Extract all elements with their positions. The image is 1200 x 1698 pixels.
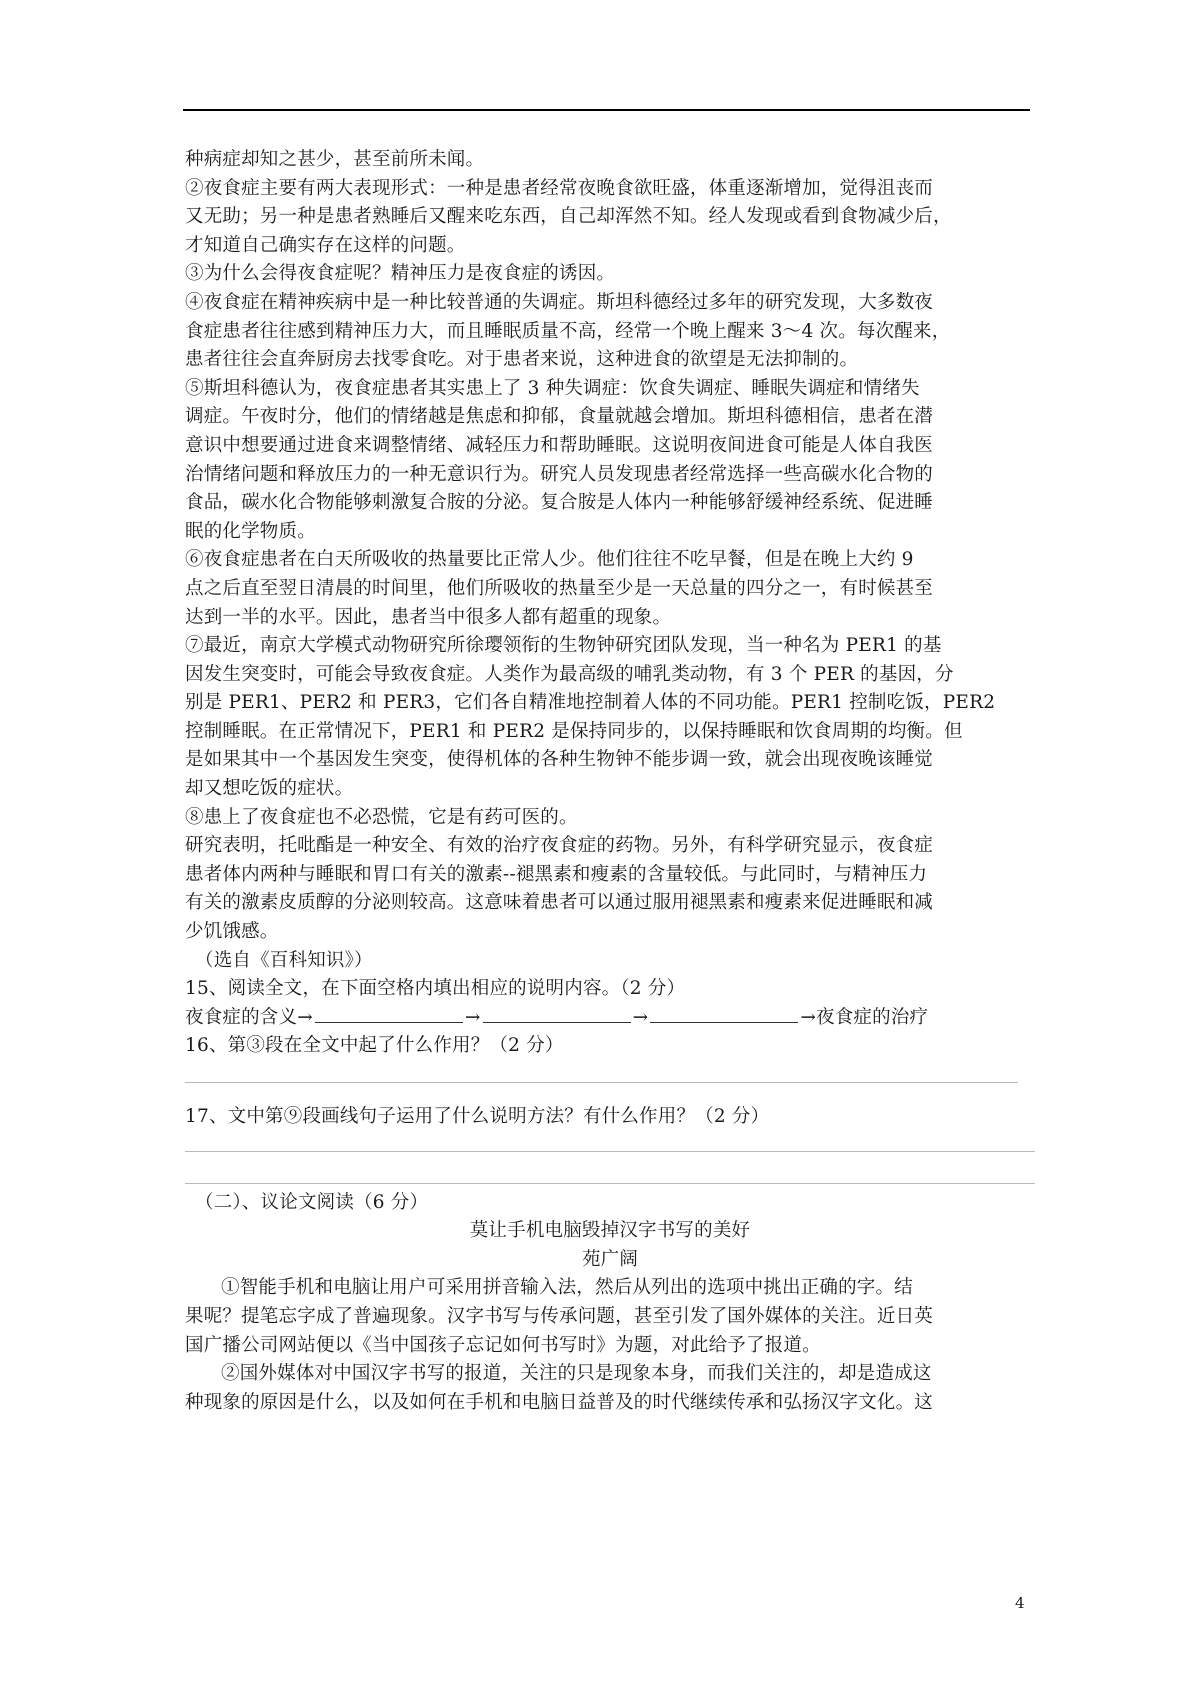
text-line: ③为什么会得夜食症呢？精神压力是夜食症的诱因。 xyxy=(185,263,616,285)
article-body xyxy=(185,1274,1035,1417)
text-line: 别是 PER1、PER2 和 PER3，它们各自精准地控制着人体的不同功能。PER1 控制吃饭，PER2 xyxy=(185,692,996,714)
passage-part-one xyxy=(185,146,1035,1004)
text-line: ②夜食症主要有两大表现形式：一种是患者经常夜晚食欲旺盛，体重逐渐增加，觉得沮丧而 xyxy=(185,177,934,199)
text-line: ④夜食症在精神疾病中是一种比较普通的失调症。斯坦科德经过多年的研究发现，大多数夜 xyxy=(185,291,934,313)
q15-fill-row xyxy=(185,1004,1035,1033)
text-line: 种病症却知之甚少，甚至前所未闻。 xyxy=(185,149,485,170)
question-17: 17、文中第⑨段画线句子运用了什么说明方法？有什么作用？（2 分） xyxy=(185,1106,770,1127)
text-line: 种现象的原因是什么，以及如何在手机和电脑日益普及的时代继续传承和弘扬汉字文化。这 xyxy=(185,1391,934,1413)
text-line: ⑥夜食症患者在白天所吸收的热量要比正常人少。他们往往不吃早餐，但是在晚上大约 9 xyxy=(185,549,914,571)
text-line: 调症。午夜时分，他们的情绪越是焦虑和抑郁，食量就越会增加。斯坦科德相信，患者在潜 xyxy=(185,406,934,428)
text-line: 因发生突变时，可能会导致夜食症。人类作为最高级的哺乳类动物，有 3 个 PER 的基因，分 xyxy=(185,663,954,685)
text-line: 治情绪问题和释放压力的一种无意识行为。研究人员发现患者经常选择一些高碳水化合物的 xyxy=(185,463,934,485)
fill-blank[interactable] xyxy=(483,1004,631,1023)
text-line: ⑦最近，南京大学模式动物研究所徐璎领衔的生物钟研究团队发现，当一种名为 PER1 的基 xyxy=(185,635,942,657)
text-line: ②国外媒体对中国汉字书写的报道，关注的只是现象本身，而我们关注的，却是造成这 xyxy=(221,1363,932,1385)
text-line: 患者往往会直奔厨房去找零食吃。对于患者来说，这种进食的欲望是无法抑制的。 xyxy=(185,349,859,371)
text-line: ⑧患上了夜食症也不必恐慌，它是有药可医的。 xyxy=(185,806,578,828)
document-body xyxy=(185,146,1035,1417)
answer-line[interactable] xyxy=(185,1183,1035,1184)
text-line: 点之后直至翌日清晨的时间里，他们所吸收的热量至少是一天总量的四分之一，有时候甚至 xyxy=(185,577,934,599)
text-line: 有关的激素皮质醇的分泌则较高。这意味着患者可以通过服用褪黑素和瘦素来促进睡眠和减 xyxy=(185,892,934,914)
text-line: 果呢？提笔忘字成了普遍现象。汉字书写与传承问题，甚至引发了国外媒体的关注。近日英 xyxy=(185,1305,934,1327)
answer-line[interactable] xyxy=(185,1082,1018,1083)
text-line: 食症患者往往感到精神压力大，而且睡眠质量不高，经常一个晚上醒来 3～4 次。每次醒来， xyxy=(185,320,951,342)
arrow-icon: → xyxy=(632,1006,649,1028)
text-line: 又无助；另一种是患者熟睡后又醒来吃东西，自己却浑然不知。经人发现或看到食物减少后， xyxy=(185,206,952,228)
text-line: 是如果其中一个基因发生突变，使得机体的各种生物钟不能步调一致，就会出现夜晚该睡觉 xyxy=(185,749,934,771)
text-line: 眠的化学物质。 xyxy=(185,520,316,542)
text-line: 食品，碳水化合物能够刺激复合胺的分泌。复合胺是人体内一种能够舒缓神经系统、促进睡 xyxy=(185,492,934,514)
text-line: 研究表明，托吡酯是一种安全、有效的治疗夜食症的药物。另外，有科学研究显示，夜食症 xyxy=(185,835,934,857)
text-line: ①智能手机和电脑让用户可采用拼音输入法，然后从列出的选项中挑出正确的字。结 xyxy=(221,1277,913,1299)
text-line: 患者体内两种与睡眠和胃口有关的激素--褪黑素和瘦素的含量较低。与此同时，与精神压力 xyxy=(185,863,928,885)
text-line: 意识中想要通过进食来调整情绪、减轻压力和帮助睡眠。这说明夜间进食可能是人体自我医 xyxy=(185,434,934,456)
arrow-icon: → xyxy=(800,1006,817,1028)
article-author: 苑广阔 xyxy=(581,1248,639,1270)
text-line: 国广播公司网站便以《当中国孩子忘记如何书写时》为题，对此给予了报道。 xyxy=(185,1334,821,1356)
text-line: ⑤斯坦科德认为，夜食症患者其实患上了 3 种失调症：饮食失调症、睡眠失调症和情绪失 xyxy=(185,377,920,399)
fill-blank[interactable] xyxy=(315,1004,463,1023)
source-citation: （选自《百科知识》） xyxy=(195,949,373,971)
fill-blank[interactable] xyxy=(650,1004,798,1023)
article-title: 莫让手机电脑毁掉汉字书写的美好 xyxy=(469,1220,751,1242)
fill-start-label: 夜食症的含义 xyxy=(185,1006,298,1028)
text-line: 达到一半的水平。因此，患者当中很多人都有超重的现象。 xyxy=(185,606,672,628)
arrow-icon: → xyxy=(464,1006,481,1028)
text-line: 控制睡眠。在正常情况下，PER1 和 PER2 是保持同步的，以保持睡眠和饮食周期的均衡。但 xyxy=(185,720,963,742)
fill-end-label: 夜食症的治疗 xyxy=(816,1006,929,1028)
question-16: 16、第③段在全文中起了什么作用？（2 分） xyxy=(185,1035,564,1057)
arrow-icon: → xyxy=(297,1006,313,1028)
answer-line[interactable] xyxy=(185,1151,1035,1152)
page-number: 4 xyxy=(1015,1594,1025,1612)
text-line: 才知道自己确实存在这样的问题。 xyxy=(185,234,466,256)
text-line: 少饥饿感。 xyxy=(185,921,279,943)
section-heading: （二）、议论文阅读（6 分） xyxy=(195,1191,429,1213)
text-line: 却又想吃饭的症状。 xyxy=(185,778,354,800)
header-rule xyxy=(183,109,1030,111)
question-15: 15、阅读全文，在下面空格内填出相应的说明内容。（2 分） xyxy=(185,978,686,1000)
